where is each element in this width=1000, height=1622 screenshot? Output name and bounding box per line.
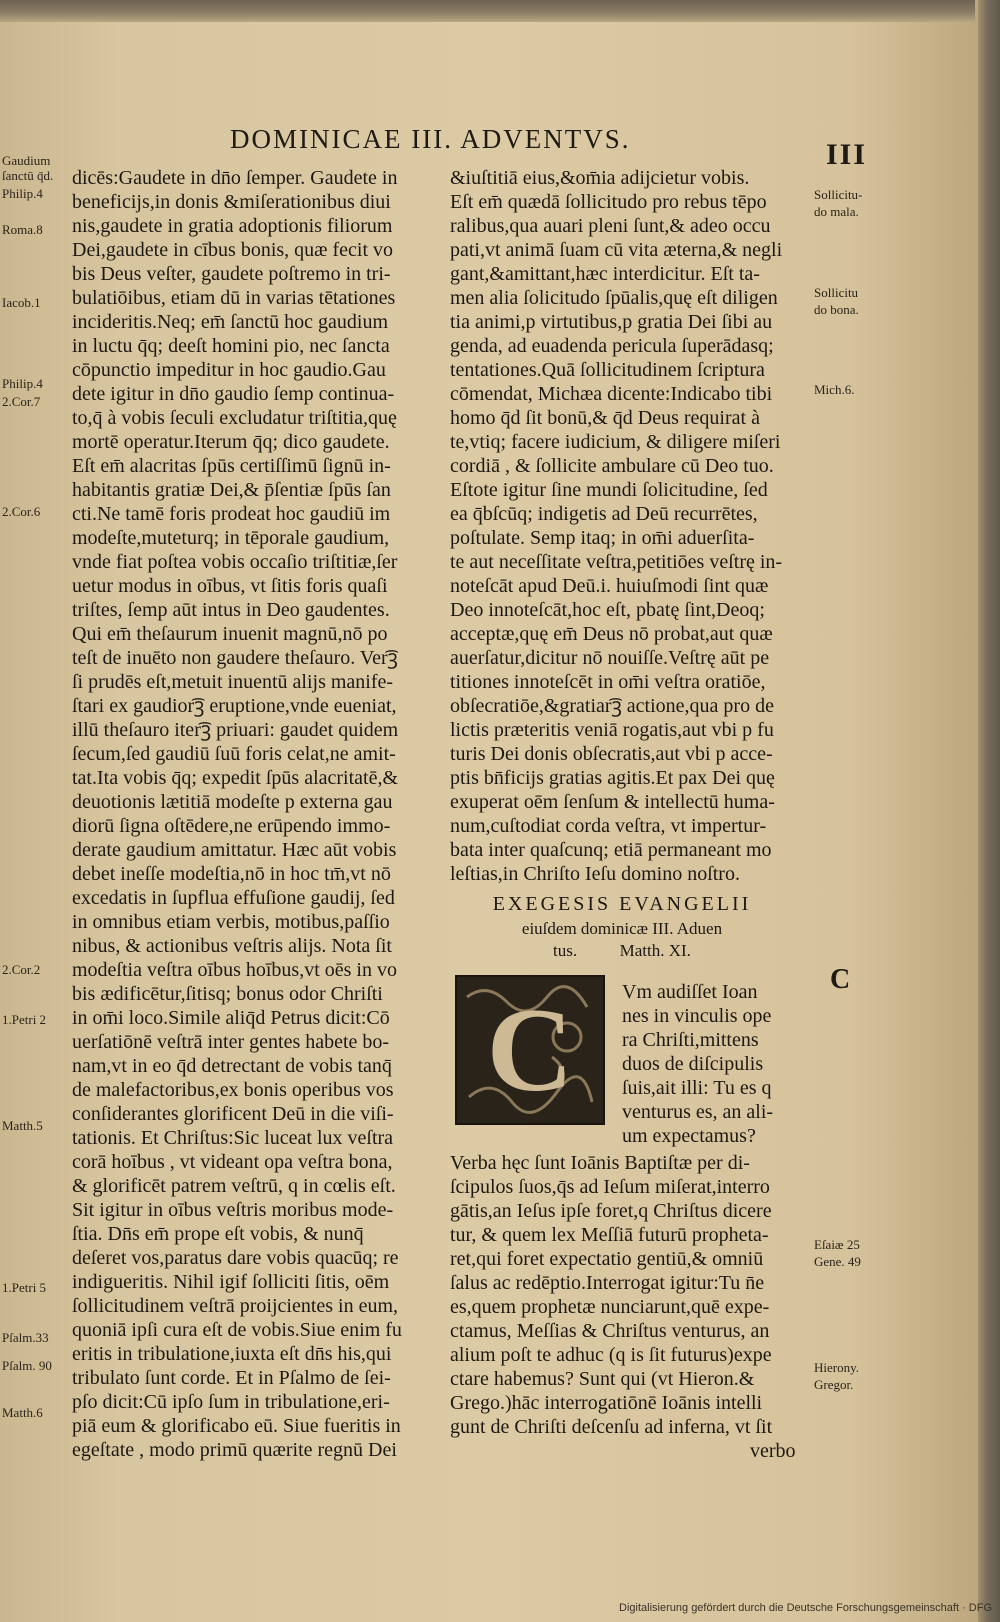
text-line: modeſte,muteturq; in tēporale gaudium, [72,527,390,549]
text-line: nibus, & actionibus veſtris alijs. Nota ſit [72,935,392,957]
text-line: Qui em̄ theſaurum inuenit magnū,nō po [72,623,388,645]
text-line: Vm audiſſet Ioan [622,981,758,1003]
text-line: poſtulate. Semp itaq; in om̄i aduerſita- [450,527,755,549]
text-line: debet ineſſe modeſtia,nō in hoc tm̄,vt nō [72,863,391,885]
text-line: uetur modus in oībus, vt ſitis foris quaſi [72,575,388,597]
text-line: de malefactoribus,ex bonis operibus vos [72,1079,394,1101]
text-line: deuotionis lætitiā modeſte p externa gau [72,791,393,813]
text-line: ſollicitudinem veſtrā proijcientes in eum, [72,1295,399,1317]
left-text-column [72,166,432,1462]
margin-note: Eſaiæ 25 [814,1237,860,1252]
text-line: pſo dicit:Cū ipſo ſum in tribulatione,eri- [72,1391,390,1413]
running-head: DOMINICAE III. ADVENTVS. [230,124,631,154]
text-line: egeſtate , modo primū quærite regnū Dei [72,1439,397,1461]
margin-note: 2.Cor.6 [2,504,41,519]
margin-note: Pſalm. 90 [2,1358,52,1373]
text-line: tat.Ita vobis q̄q; expedit ſpūs alacritatē,& [72,767,399,789]
lower-text-column [450,1151,795,1463]
margin-note: Gene. 49 [814,1254,861,1269]
text-line: piā eum & glorificabo eū. Siue fueritis in [72,1415,401,1437]
text-line: Dei,gaudete in cībus bonis, quæ fecit vo [72,239,394,261]
text-line: dete igitur in dn̄o gaudio ſemp continua- [72,383,395,405]
text-line: mortē operatur.Iterum q̄q; dico gaudete. [72,431,390,453]
text-line: auerſatur,dicitur nō nouiſſe.Veſtrę aūt pe [450,647,770,669]
text-line: nis,gaudete in gratia adoptionis filiorum [72,215,393,237]
margin-note: Philip.4 [2,186,43,201]
initial-letter: C [486,983,574,1116]
text-line: bata inter quaſcunq; etiā permaneant mo [450,839,772,861]
right-text-column [450,166,790,886]
text-line: vnde fiat poſtea vobis occaſio triſtitiæ,ſer [72,551,398,573]
margin-note: Sollicitu [814,285,859,300]
text-line: corā hoībus , vt videant opa veſtra bona, [72,1151,393,1173]
margin-note: Hierony. [814,1360,860,1375]
margin-note: 2.Cor.2 [2,962,41,977]
margin-note: Matth.6 [2,1405,43,1420]
text-line: diorū ſigna oſtēdere,ne erūpendo immo- [72,815,391,837]
text-line: ſecum,ſed gaudiū ſuū foris celat,ne amit- [72,743,396,765]
text-line: tationis. Et Chriſtus:Sic luceat lux veſtra [72,1127,394,1149]
margin-note: ſanctū q̄d. [2,168,54,183]
text-line: uerſatiōnē veſtrā inter gentes habete bo- [72,1031,390,1053]
text-line: ſuis,ait illi: Tu es q [622,1077,772,1099]
initial-text-column [622,980,802,1148]
text-line: te aut neceſſitate veſtra,petitiōes veſtrę in- [450,551,783,573]
margin-note: Sollicitu- [814,187,863,202]
text-line: bulatiōibus, etiam dū in varias tētationes [72,287,396,309]
text-line: Verba hęc ſunt Ioānis Baptiſtæ per di- [450,1152,750,1174]
text-line: Eſt em̄ alacritas ſpūs certiſſimū ſignū in- [72,455,391,477]
decorated-initial [455,975,605,1125]
text-line: Deo innoteſcāt,hoc eſt, pbatę ſint,Deoq; [450,599,765,621]
text-line: titiones innoteſcēt in om̄i veſtra oratiōe, [450,671,766,693]
text-line: exuperat oēm ſenſum & intellectū huma- [450,791,775,813]
text-line: nam,vt in eo q̄d detrectant de vobis tanq̄ [72,1055,392,1077]
subheading-line: eiuſdem dominicæ III. Aduen [521,919,723,938]
section-heading: EXEGESIS EVANGELII [492,893,752,915]
margin-note: Mich.6. [814,382,855,397]
text-line: cōmendat, Michæa dicente:Indicabo tibi [450,383,773,405]
text-line: ſtari ex gaudior͡ꝫ eruptione,vnde eueniat, [72,695,397,717]
text-line: men alia ſolicitudo ſpūalis,quę eſt diligen [450,287,778,309]
text-line: alium poſt te adhuc (q is ſit futurus)expe [450,1344,772,1366]
text-line: verbo [750,1440,796,1462]
folio-number: III [826,138,868,171]
text-line: um expectamus? [622,1125,756,1147]
text-line: ſalus ac redēptio.Interrogat igitur:Tu n̄e [450,1272,765,1294]
margin-note: Gaudium [2,153,51,168]
text-line: derate gaudium amittatur. Hæc aūt vobis [72,839,397,861]
text-line: cti.Ne tamē foris prodeat hoc gaudiū im [72,503,391,525]
text-line: in om̄i loco.Simile aliq̄d Petrus dicit:Cō [72,1007,390,1029]
margin-note: 1.Petri 2 [2,1012,47,1027]
text-line: ra Chriſti,mittens [622,1029,759,1051]
text-line: bis ædificētur,ſitisq; bonus odor Chriſti [72,983,383,1005]
text-line: beneficijs,in donis &miſerationibus diui [72,191,391,213]
text-line: illū theſauro iter͡ꝫ priuari: gaudet quidem [72,719,399,741]
text-line: cōpunctio impeditur in hoc gaudio.Gau [72,359,386,381]
page-right-edge [978,0,1000,1622]
text-line: in luctu q̄q; deeſt homini pio, nec ſancta [72,335,390,357]
text-line: ſi prudēs eſt,metuit inuentū alijs manife- [72,671,394,693]
text-line: Eſtote igitur ſine mundi ſolicitudine, ſed [450,479,768,501]
text-line: cordiā , & ſollicite ambulare cū Deo tuo. [450,455,774,477]
text-line: eritis in tribulatione,iuxta eſt dn̄s his,qui [72,1343,392,1365]
margin-note: Philip.4 [2,376,43,391]
text-line: ralibus,qua auari pleni ſunt,& adeo occu [450,215,771,237]
margin-note: 1.Petri 5 [2,1280,47,1295]
text-line: in omnibus etiam verbis, motibus,paſſio [72,911,390,933]
margin-note: Roma.8 [2,222,43,237]
text-line: bis Deus veſter, gaudete poſtremo in tri- [72,263,391,285]
text-line: ret,qui foret expectatio gentiū,& omniū [450,1248,764,1270]
text-line: tribulato ſunt corde. Et in Pſalmo de ſei- [72,1367,391,1389]
text-line: ea q̄bſcūq; indigetis ad Deū recurrētes, [450,503,758,525]
margin-initial-letter: C [830,964,851,995]
text-line: duos de diſcipulis [622,1053,764,1075]
subheading-line: tus. Matth. XI. [553,941,691,960]
text-line: modeſtia veſtra oībus hoībus,vt oēs in vo [72,959,397,981]
text-line: excedatis in ſupflua effuſione gaudij, ſed [72,887,395,909]
text-line: ſtia. Dn̄s em̄ prope eſt vobis, & nunq̄ [72,1223,364,1245]
text-line: quoniā ipſi cura eſt de vobis.Siue enim fu [72,1319,402,1341]
text-line: homo q̄d ſit bonū,& q̄d Deus requirat à [450,407,760,429]
text-line: gant,&amittant,hæc interdicitur. Eſt ta- [450,263,760,285]
text-line: tia animi,p virtutibus,p gratia Dei ſibi au [450,311,773,333]
text-line: lictis præteritis veniā rogatis,aut vbi p fu [450,719,774,741]
text-line: num,cuſtodiat corda veſtra, vt impertur- [450,815,767,837]
text-line: ctare habemus? Sunt qui (vt Hieron.& [450,1368,755,1390]
text-line: gunt de Chriſti deſcenſu ad inferna, vt ſit [450,1416,773,1438]
margin-note: Iacob.1 [2,295,41,310]
text-line: indigueritis. Nihil igif ſolliciti ſitis, oēm [72,1271,390,1293]
text-line: conſiderantes glorificent Deū in die viſi- [72,1103,394,1125]
text-line: gātis,an Ieſus ipſe foret,q Chriſtus dicere [450,1200,772,1222]
text-line: tur, & quem lex Meſſiā futurū propheta- [450,1224,769,1246]
text-line: acceptæ,quę em̄ Deus nō probat,aut quæ [450,623,773,645]
text-line: dicēs:Gaudete in dn̄o ſemper. Gaudete in [72,167,398,189]
text-line: venturus es, an ali- [622,1101,774,1123]
text-line: Sit igitur in oībus veſtris moribus mode- [72,1199,394,1221]
text-line: teſt de inuēto non gaudere theſauro. Ver͡ꝫ [72,647,398,669]
text-line: deſeret vos,paratus dare vobis quacūq; re [72,1247,399,1269]
text-line: habitantis gratiæ Dei,& p̄ſentiæ ſpūs ſan [72,479,391,501]
page-top-edge [0,0,975,22]
text-line: Eſt em̄ quædā ſollicitudo pro rebus tēpo [450,191,767,213]
text-line: ctamus, Meſſias & Chriſtus venturus, an [450,1320,770,1342]
margin-note: Matth.5 [2,1118,43,1133]
text-line: leſtias,in Chriſto Ieſu domino noſtro. [450,863,740,885]
margin-note: Gregor. [814,1377,854,1392]
margin-note: do bona. [814,302,859,317]
text-line: ptis bn̄ficijs gratias agitis.Et pax Dei quę [450,767,775,789]
text-line: triſtes, ſemp aūt intus in Deo gaudentes. [72,599,390,621]
text-line: ſcipulos ſuos,q̄s ad Ieſum miſerat,interro [450,1176,770,1198]
text-line: te,vtiq; facere iudicium, & diligere miſeri [450,431,781,453]
margin-note: 2.Cor.7 [2,394,41,409]
text-line: incideritis.Neq; em̄ ſanctū hoc gaudium [72,311,389,333]
text-line: pati,vt animā ſuam cū vita æterna,& negli [450,239,783,261]
text-line: tentationes.Quā ſollicitudinem ſcriptura [450,359,765,381]
text-line: obſecratiōe,&gratiar͡ꝫ actione,qua pro de [450,695,774,717]
text-line: turis Dei donis obſecratis,aut vbi p acce- [450,743,773,765]
text-line: nes in vinculis ope [622,1005,772,1027]
section-subheading [452,918,792,962]
text-line: to,q̄ à vobis ſeculi excludatur triſtitia,quę [72,407,397,429]
text-line: Grego.)hāc interrogatiōnē Ioānis intelli [450,1392,763,1414]
text-line: & glorificēt patrem veſtrū, q in cœlis eſt. [72,1175,396,1197]
digitization-credit: Digitalisierung gefördert durch die Deutsche Forschungsgemeinschaft · DFG [619,1602,992,1614]
text-line: noteſcāt apud Deū.i. huiuſmodi ſint quæ [450,575,769,597]
text-line: es,quem prophetæ nunciarunt,quē expe- [450,1296,770,1318]
text-line: genda, ad euadenda pericula ſuperādasq; [450,335,774,357]
margin-note: Pſalm.33 [2,1330,49,1345]
text-line: &iuſtitiā eius,&om̄ia adijcietur vobis. [450,167,750,189]
margin-note: do mala. [814,204,859,219]
